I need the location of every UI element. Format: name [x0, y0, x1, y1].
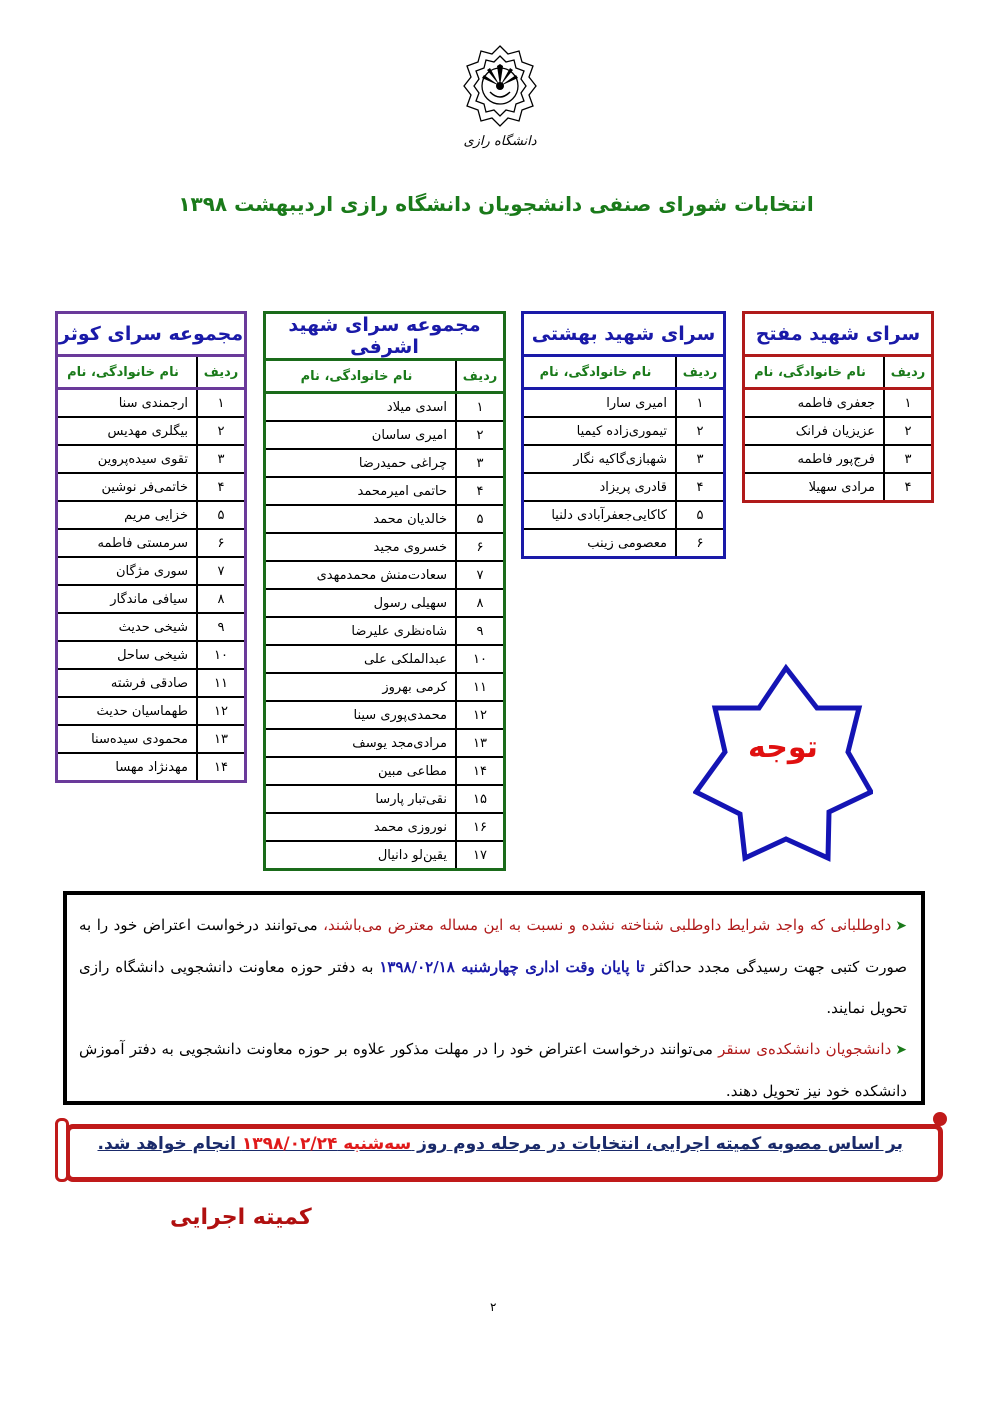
table-row	[265, 561, 505, 589]
university-logo	[455, 42, 545, 167]
table-row	[57, 417, 246, 445]
row-number: ۱۱	[197, 669, 246, 697]
table-row	[265, 701, 505, 729]
row-number: ۶	[676, 529, 725, 558]
row-number: ۴	[197, 473, 246, 501]
notice-2-highlight: دانشجویان دانشکده‌ی سنقر	[718, 1040, 892, 1058]
table-row	[744, 473, 933, 502]
table-row	[265, 841, 505, 870]
row-number: ۵	[197, 501, 246, 529]
table-row	[265, 533, 505, 561]
candidate-name: بیگلری مهدیس	[57, 417, 198, 445]
page-number: ۲	[490, 1300, 497, 1314]
candidate-name: سعادت‌منش محمدمهدی	[265, 561, 457, 589]
announcement-text-b: انجام خواهد شد.	[97, 1134, 242, 1154]
logo-text: دانشگاه رازی	[463, 134, 537, 149]
row-number: ۴	[884, 473, 933, 502]
candidate-name: نوروزی محمد	[265, 813, 457, 841]
candidate-name: یقین‌لو دانیال	[265, 841, 457, 870]
table-title: سرای شهید مفتح	[744, 313, 933, 356]
scroll-curl-icon	[933, 1112, 947, 1126]
attention-label: توجه	[748, 730, 818, 765]
row-number: ۹	[456, 617, 505, 645]
column-header-name: نام خانوادگی، نام	[523, 356, 677, 389]
signature: کمیته اجرایی	[170, 1205, 312, 1230]
table-row	[265, 449, 505, 477]
table-row	[57, 641, 246, 669]
table-title: مجموعه سرای کوثر	[57, 313, 246, 356]
page-title: انتخابات شورای صنفی دانشجویان دانشگاه رازی اردیبهشت ۱۳۹۸	[178, 192, 814, 216]
notice-paragraph-1	[79, 905, 907, 1029]
table-row	[57, 389, 246, 418]
table-row	[265, 393, 505, 422]
row-number: ۱	[884, 389, 933, 418]
table-row	[57, 697, 246, 725]
candidate-name: سرمستی فاطمه	[57, 529, 198, 557]
table-row	[523, 529, 725, 558]
candidate-name: خاتمی‌فر نوشین	[57, 473, 198, 501]
row-number: ۵	[676, 501, 725, 529]
table-row	[523, 445, 725, 473]
row-number: ۱۲	[197, 697, 246, 725]
arrow-bullet-icon: ➤	[895, 1042, 907, 1058]
table-row	[523, 501, 725, 529]
column-header-row: ردیف	[676, 356, 725, 389]
candidate-name: معصومی زینب	[523, 529, 677, 558]
candidate-name: خسروی مجید	[265, 533, 457, 561]
column-header-row: ردیف	[456, 360, 505, 393]
row-number: ۴	[676, 473, 725, 501]
row-number: ۱۴	[456, 757, 505, 785]
table-row	[57, 725, 246, 753]
candidate-name: مطاعی مبین	[265, 757, 457, 785]
table-row	[744, 389, 933, 418]
notice-box	[63, 891, 925, 1105]
candidate-name: خالدیان محمد	[265, 505, 457, 533]
row-number: ۱۰	[197, 641, 246, 669]
column-header-name: نام خانوادگی، نام	[744, 356, 885, 389]
notice-2-text: می‌توانند درخواست اعتراض خود را در مهلت مذکور علاوه بر حوزه معاونت دانشجویی به دفتر آموزش دانشکده خود نیز تحویل دهند.	[79, 1040, 907, 1100]
table-row	[265, 477, 505, 505]
row-number: ۷	[456, 561, 505, 589]
candidate-name: تقوی سیده‌پروین	[57, 445, 198, 473]
row-number: ۶	[197, 529, 246, 557]
razi-university-seal-icon	[460, 42, 540, 132]
candidate-name: مهدنژاد مهسا	[57, 753, 198, 782]
table-row	[265, 421, 505, 449]
candidate-name: امیری سارا	[523, 389, 677, 418]
candidate-name: کرمی بهروز	[265, 673, 457, 701]
table-row	[744, 445, 933, 473]
candidate-name: سهیلی رسول	[265, 589, 457, 617]
table-row	[265, 505, 505, 533]
row-number: ۱۳	[456, 729, 505, 757]
table-title: مجموعه سرای شهید اشرفی	[265, 313, 505, 360]
row-number: ۲	[676, 417, 725, 445]
table-row	[57, 557, 246, 585]
announcement-banner	[55, 1118, 943, 1182]
table-row	[57, 753, 246, 782]
column-header-name: نام خانوادگی، نام	[57, 356, 198, 389]
candidate-name: محمدی‌پوری سینا	[265, 701, 457, 729]
row-number: ۳	[884, 445, 933, 473]
row-number: ۳	[456, 449, 505, 477]
table-shahid-ashrafi	[263, 311, 506, 871]
table-row	[744, 417, 933, 445]
notice-paragraph-2	[79, 1029, 907, 1112]
candidate-name: تیموری‌زاده کیمیا	[523, 417, 677, 445]
scroll-roll-icon	[55, 1118, 69, 1182]
candidate-name: حاتمی امیرمحمد	[265, 477, 457, 505]
candidate-name: طهماسیان حدیث	[57, 697, 198, 725]
table-row	[523, 417, 725, 445]
column-header-row: ردیف	[197, 356, 246, 389]
row-number: ۲	[456, 421, 505, 449]
candidate-name: شهبازی‌گاکیه نگار	[523, 445, 677, 473]
announcement-text	[98, 1134, 904, 1154]
candidate-name: فرج‌پور فاطمه	[744, 445, 885, 473]
announcement-text-a: بر اساس مصوبه کمیته اجرایی، انتخابات در مرحله دوم روز	[411, 1134, 903, 1154]
row-number: ۱۶	[456, 813, 505, 841]
row-number: ۴	[456, 477, 505, 505]
row-number: ۱۷	[456, 841, 505, 870]
row-number: ۱۴	[197, 753, 246, 782]
table-row	[57, 445, 246, 473]
table-row	[265, 617, 505, 645]
candidate-name: خزایی مریم	[57, 501, 198, 529]
row-number: ۱۰	[456, 645, 505, 673]
candidate-name: عبدالملکی علی	[265, 645, 457, 673]
candidate-name: مرادی سهیلا	[744, 473, 885, 502]
table-row	[265, 757, 505, 785]
row-number: ۹	[197, 613, 246, 641]
row-number: ۱	[456, 393, 505, 422]
attention-badge	[693, 662, 873, 867]
table-row	[265, 729, 505, 757]
table-row	[265, 673, 505, 701]
notice-1-text-b: به دفتر حوزه معاونت دانشجویی دانشگاه رازی تحویل نمایند.	[79, 958, 907, 1017]
candidate-name: شیخی ساحل	[57, 641, 198, 669]
table-shahid-beheshti	[521, 311, 726, 559]
table-row	[57, 669, 246, 697]
row-number: ۷	[197, 557, 246, 585]
table-title: سرای شهید بهشتی	[523, 313, 725, 356]
table-row	[265, 589, 505, 617]
candidate-name: ارجمندی سنا	[57, 389, 198, 418]
candidate-name: سوری مژگان	[57, 557, 198, 585]
row-number: ۳	[676, 445, 725, 473]
table-row	[57, 613, 246, 641]
table-row	[265, 813, 505, 841]
announcement-date: سه‌شنبه ۱۳۹۸/۰۲/۲۴	[241, 1134, 412, 1154]
table-row	[57, 501, 246, 529]
row-number: ۱۳	[197, 725, 246, 753]
candidate-name: جعفری فاطمه	[744, 389, 885, 418]
table-row	[523, 389, 725, 418]
column-header-name: نام خانوادگی، نام	[265, 360, 457, 393]
row-number: ۱۲	[456, 701, 505, 729]
row-number: ۵	[456, 505, 505, 533]
candidate-name: صادقی فرشته	[57, 669, 198, 697]
row-number: ۳	[197, 445, 246, 473]
row-number: ۲	[197, 417, 246, 445]
candidate-name: مرادی‌مجد یوسف	[265, 729, 457, 757]
row-number: ۸	[197, 585, 246, 613]
candidate-name: کاکایی‌جعفرآبادی دلنیا	[523, 501, 677, 529]
candidate-name: محمودی سیده‌سنا	[57, 725, 198, 753]
arrow-bullet-icon: ➤	[895, 918, 907, 934]
table-row	[57, 585, 246, 613]
table-row	[57, 473, 246, 501]
candidate-name: قادری پریزاد	[523, 473, 677, 501]
candidate-name: شیخی حدیث	[57, 613, 198, 641]
row-number: ۱۱	[456, 673, 505, 701]
row-number: ۱	[676, 389, 725, 418]
table-row	[265, 785, 505, 813]
notice-1-highlight: داوطلبانی که واجد شرایط داوطلبی شناخته نشده و نسبت به این مساله معترض می‌باشند،	[323, 916, 892, 934]
candidate-name: امیری ساسان	[265, 421, 457, 449]
row-number: ۱۵	[456, 785, 505, 813]
notice-1-deadline: تا پایان وقت اداری چهارشنبه ۱۳۹۸/۰۲/۱۸	[379, 958, 645, 976]
table-row	[523, 473, 725, 501]
row-number: ۶	[456, 533, 505, 561]
candidate-name: نقی‌تبار پارسا	[265, 785, 457, 813]
row-number: ۸	[456, 589, 505, 617]
table-row	[265, 645, 505, 673]
notice-1-text-a: می‌توانند درخواست اعتراض خود را به صورت کتبی جهت رسیدگی مجدد حداکثر	[79, 916, 907, 976]
table-shahid-mofatteh	[742, 311, 934, 503]
candidate-name: چراغی حمیدرضا	[265, 449, 457, 477]
table-row	[57, 529, 246, 557]
candidate-name: شاه‌نظری علیرضا	[265, 617, 457, 645]
candidate-name: اسدی میلاد	[265, 393, 457, 422]
candidate-name: عزیزیان فرانک	[744, 417, 885, 445]
column-header-row: ردیف	[884, 356, 933, 389]
candidate-name: سیافی ماندگار	[57, 585, 198, 613]
row-number: ۲	[884, 417, 933, 445]
table-kowsar	[55, 311, 247, 783]
row-number: ۱	[197, 389, 246, 418]
